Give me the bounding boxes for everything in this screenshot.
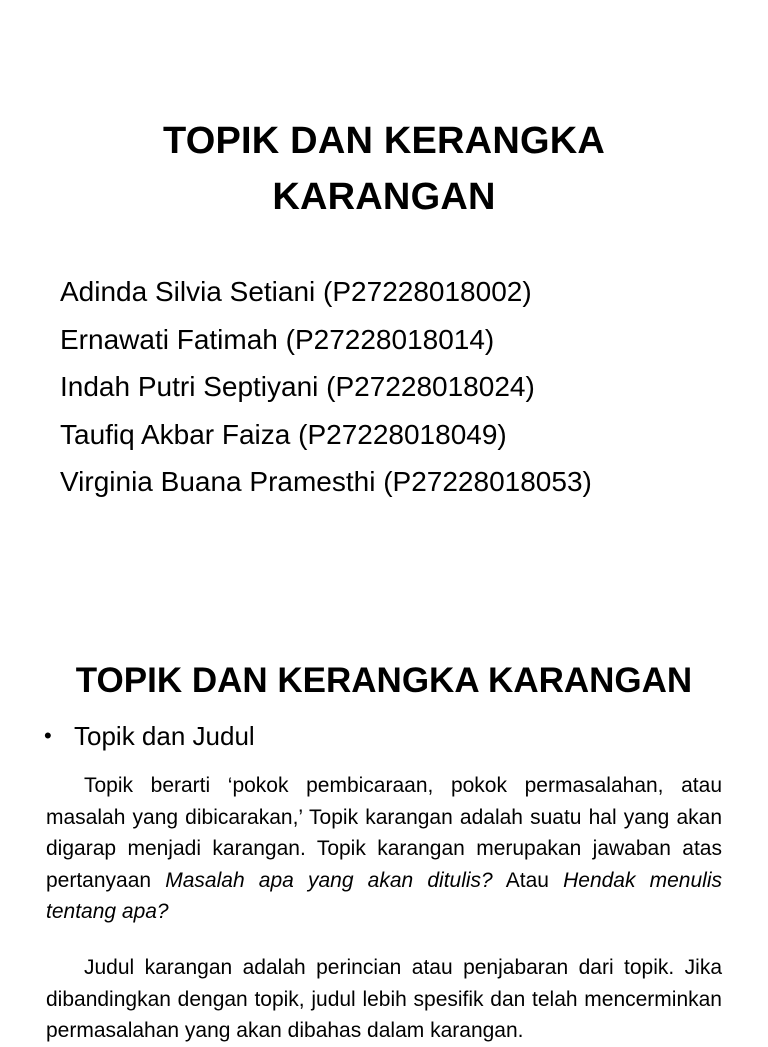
bullet-item [44, 718, 255, 754]
slide-title [0, 113, 768, 225]
member-item: Adinda Silvia Setiani (P27228018002) [60, 276, 532, 307]
bullet-text: Topik dan Judul [74, 721, 255, 751]
slide-title-line-1: TOPIK DAN KERANGKA [162, 120, 606, 163]
member-list [60, 268, 592, 506]
paragraph-topik-question-2: Hendak menulis tentang apa? [46, 868, 722, 923]
paragraph-judul: Judul karangan adalah perincian atau penjabaran dari topik. Jika dibandingkan dengan topik, judul lebih spesifik dan telah mencerminkan permasalahan yang akan dibahas dalam karangan. [46, 956, 722, 1042]
bullet-icon: • [44, 723, 52, 748]
content-title: TOPIK DAN KERANGKA KARANGAN [75, 661, 693, 701]
member-item: Ernawati Fatimah (P27228018014) [60, 323, 495, 355]
member-item: Indah Putri Septiyani (P27228018024) [60, 371, 535, 402]
paragraph-topik-text: Topik berarti ‘pokok pembicaraan, pokok permasalahan, atau masalah yang dibicarakan,’ Topik karangan adalah suatu hal yang akan digarap menjadi karangan. Topik karangan merupakan jawaban atas pertanyaan [46, 774, 722, 892]
slide-title-line-2: KARANGAN [272, 176, 496, 219]
paragraph-topik [46, 770, 722, 928]
member-item: Taufiq Akbar Faiza (P27228018049) [60, 418, 507, 450]
member-item: Virginia Buana Pramesthi (P27228018053) [60, 466, 592, 497]
paragraph-topik-question-1: Masalah apa yang akan ditulis? [165, 868, 493, 892]
content-slide [0, 580, 768, 1042]
paragraph-topik-connector: Atau [492, 868, 564, 892]
